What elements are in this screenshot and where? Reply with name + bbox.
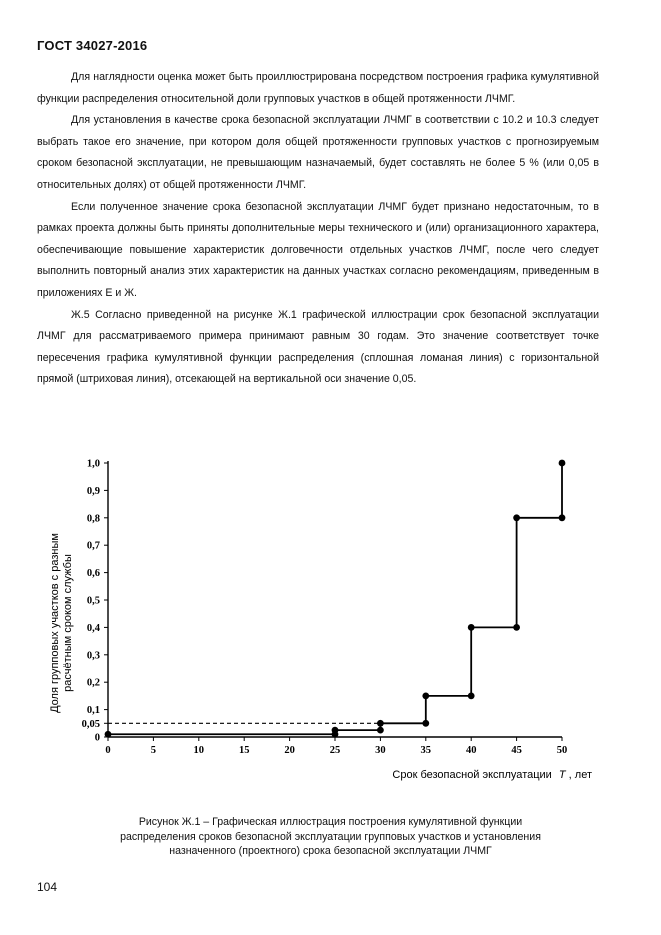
figure-caption [60, 815, 601, 859]
y-tick-label: 0,4 [86, 622, 100, 634]
y-tick-label: 0,8 [86, 513, 100, 525]
x-tick-label: 35 [420, 745, 432, 756]
page-number: 104 [37, 880, 58, 894]
y-tick-label: 0,9 [86, 485, 100, 497]
cdf-point [377, 727, 384, 734]
x-tick-label: 50 [556, 745, 568, 756]
x-axis-label [392, 769, 592, 781]
caption-line: Рисунок Ж.1 – Графическая иллюстрация построения кумулятивной функции [138, 816, 523, 828]
document-header: ГОСТ 34027-2016 [37, 38, 148, 53]
x-tick-label: 30 [375, 745, 386, 756]
y-tick-label: 1,0 [86, 458, 100, 470]
y-tick-label: 0,5 [86, 595, 100, 607]
x-tick-label: 25 [329, 745, 341, 756]
x-tick-label: 5 [150, 745, 157, 756]
caption-line: распределения сроков безопасной эксплуатации групповых участков и установления [120, 830, 541, 843]
x-tick-label: 40 [465, 745, 477, 756]
cdf-chart [30, 445, 610, 795]
x-tick-label: 0 [105, 745, 111, 756]
y-tick-label: 0,7 [86, 540, 100, 552]
cdf-point [559, 460, 566, 467]
x-axis-label-variable: T [558, 769, 566, 781]
paragraph: Для установления в качестве срока безопасной эксплуатации ЛЧМГ в соответствии с 10.2 и 10.3 следует выбрать такое его значение, при котором доля общей протяженности групповых участков с прогнозируемым сроком безопасной эксплуатации, не превышающим назначаемый, будет составлять не более 5 % (или 0,05 в относительных долях) от общей протяженности ЛЧМГ. [37, 114, 599, 191]
y-axis-label-line1: Доля групповых участков с разным [49, 533, 61, 713]
y-axis-label-line2: расчётным сроком службы [62, 554, 74, 692]
y-tick-label: 0,1 [86, 705, 100, 717]
x-axis-label-unit: , лет [568, 769, 592, 781]
cdf-point [332, 727, 339, 734]
cdf-point [513, 624, 520, 631]
cdf-step-line [108, 463, 562, 734]
x-tick-label: 45 [511, 745, 522, 756]
x-tick-label: 20 [284, 745, 295, 756]
y-tick-label: 0,3 [86, 650, 100, 662]
cdf-point [468, 624, 475, 631]
cdf-point [422, 720, 429, 727]
x-tick-label: 15 [238, 745, 250, 756]
paragraph: Если полученное значение срока безопасной эксплуатации ЛЧМГ будет признано недостаточным, то в рамках проекта должны быть приняты дополнительные меры технического и (или) организационного характера, обеспечивающие повышение характеристик долговечности отдельных участков ЛЧМГ, после чего следует выполнить повторный анализ этих характеристик на данных участках согласно рекомендациям, приведенным в приложениях Е и Ж. [37, 200, 599, 299]
x-tick-label: 10 [193, 745, 205, 756]
cdf-point [468, 693, 475, 700]
paragraph: Ж.5 Согласно приведенной на рисунке Ж.1 графической иллюстрации срок безопасной эксплуатации ЛЧМГ для рассматриваемого примера принимают равным 30 годам. Это значение соответствует точке пересечения графика кумулятивной функции распределения (сплошная ломаная линия) с горизонтальной прямой (штриховая линия), отсекающей на вертикальной оси значение 0,05. [37, 308, 599, 386]
cdf-point [422, 693, 429, 700]
paragraph: Для наглядности оценка может быть проиллюстрирована посредством построения графика кумулятивной функции распределения относительной доли групповых участков в общей протяженности ЛЧМГ. [37, 71, 599, 105]
cdf-point [105, 731, 112, 738]
caption-line: назначенного (проектного) срока безопасной эксплуатации ЛЧМГ [169, 845, 492, 857]
y-tick-label: 0 [94, 732, 100, 744]
y-tick-label: 0,6 [86, 568, 100, 580]
y-tick-label: 0,2 [86, 677, 100, 689]
body-text [37, 67, 599, 391]
cdf-point [559, 514, 566, 521]
y-axis-label [49, 533, 74, 713]
y-tick-label: 0,05 [81, 718, 100, 730]
x-axis-label-text: Срок безопасной эксплуатации [392, 769, 552, 781]
cdf-point [377, 720, 384, 727]
cdf-point [513, 514, 520, 521]
